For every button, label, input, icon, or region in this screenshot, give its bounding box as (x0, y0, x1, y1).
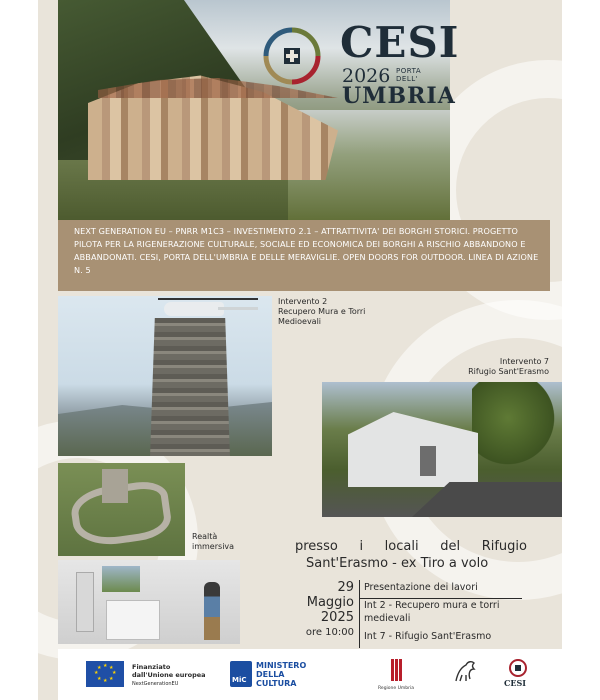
caption-realta-immersiva: Realtà immersiva (192, 532, 235, 551)
cesi-footer-text: CESI (504, 678, 526, 688)
event-program (364, 581, 540, 643)
umbria-region-icon (391, 659, 403, 681)
ministry-text: MINISTERO DELLA CULTURA (256, 661, 307, 688)
logo-porta: PORTA DELL' (396, 67, 422, 83)
event-poster (38, 0, 562, 700)
event-day: 29 (337, 580, 354, 595)
caption-intervento-7: Intervento 7 Rifugio Sant'Erasmo (468, 357, 549, 376)
program-item: Int 7 - Rifugio Sant'Erasmo (364, 631, 492, 642)
tower-helicopter-photo (58, 296, 272, 456)
divider-vertical (359, 580, 360, 648)
eu-funding-text: Finanziato dall'Unione europea (132, 663, 206, 679)
castle-render-photo (58, 463, 185, 556)
eu-flag-icon: ★ ★ ★ ★ ★ ★ ★ ★ (86, 661, 124, 687)
griffin-icon (450, 657, 480, 687)
logo-year: 2026 (342, 65, 391, 87)
rifugio-photo (322, 382, 562, 517)
event-month: Maggio (306, 595, 354, 610)
cesi-emblem-icon (262, 26, 322, 86)
umbria-region-text: Regione Umbria (378, 686, 414, 691)
cesi-emblem-icon (508, 658, 528, 678)
logo-region: UMBRIA (342, 83, 456, 109)
event-time: ore 10:00 (305, 627, 354, 638)
logo-title: CESI (340, 18, 460, 67)
program-item: Int 2 - Recupero mura e torri medievali (364, 600, 500, 624)
event-date (296, 580, 354, 640)
event-year: 2025 (320, 610, 354, 625)
program-item: Presentazione dei lavori (364, 582, 478, 593)
sponsor-footer (58, 649, 562, 700)
vr-room-render (58, 560, 240, 644)
ministry-logo-icon: MiC (230, 661, 252, 687)
eu-nextgen-text: NextGenerationEU (132, 681, 179, 687)
event-location-line2: Sant'Erasmo - ex Tiro a volo (306, 556, 489, 571)
caption-intervento-2: Intervento 2 Recupero Mura e Torri Medioevali (278, 297, 366, 326)
project-description: NEXT GENERATION EU – PNRR M1C3 – INVESTIMENTO 2.1 – ATTRATTIVITA' DEI BORGHI STORICI. PROGETTO PILOTA PER LA RIGENERAZIONE CULTURALE, SOCIALE ED ECONOMICA DEI BORGHI A RISCHIO ABBANDONO E ABBANDONATI. CESI, PORTA DELL'UMBRIA E DELLE MERAVIGLIE. OPEN DOORS FOR OUTDOOR. LINEA DI AZIONE N. 5 (58, 220, 550, 291)
event-location-line1: presso i locali del Rifugio (295, 539, 527, 554)
